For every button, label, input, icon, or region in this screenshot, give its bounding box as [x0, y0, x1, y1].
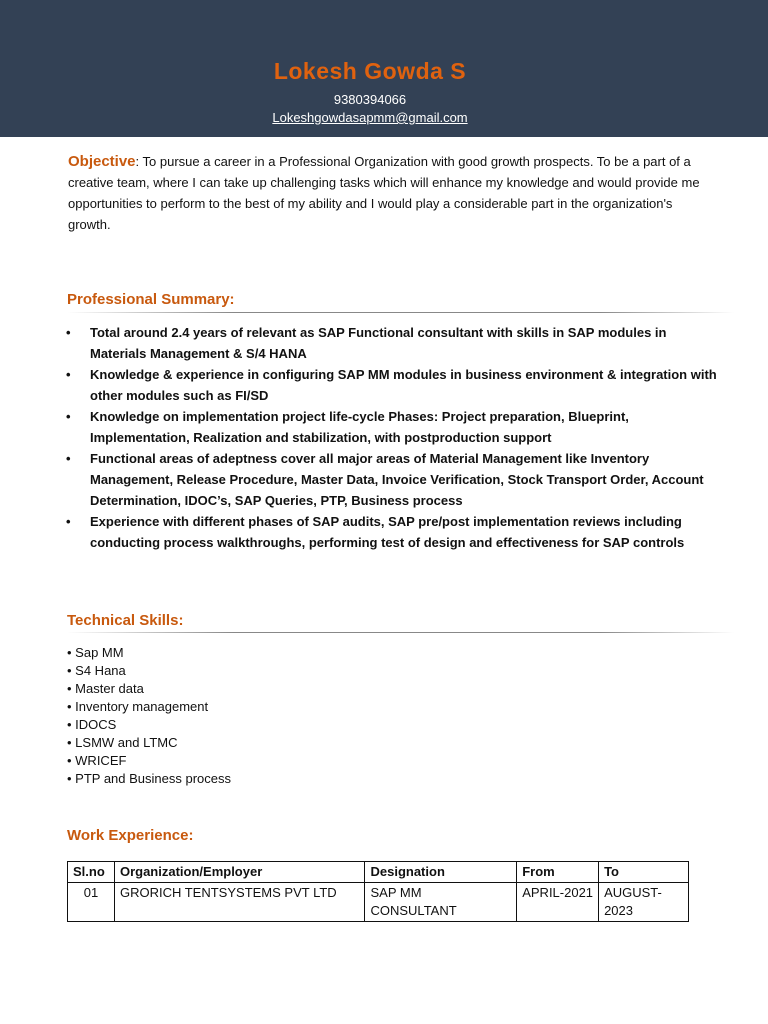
objective-text: : To pursue a career in a Professional Organization with good growth prospects. To be a part of a creative team, where I can take up challenging tasks which will enhance my knowledge and would provide me opportunities to perform to the best of my ability and I would play a considerable part in the organization's growth. [68, 154, 700, 232]
phone-number: 9380394066 [333, 92, 407, 107]
list-item: • Functional areas of adeptness cover all major areas of Material Management like Inventory Management, Release Procedure, Master Data, Invoice Verification, Stock Transport Order, Account Determination, IDOC’s, SAP Queries, PTP, Business process [66, 448, 726, 511]
column-header: To [599, 862, 689, 883]
list-item: • Sap MM [67, 645, 124, 660]
work-experience-table [67, 861, 689, 922]
list-item: • Total around 2.4 years of relevant as SAP Functional consultant with skills in SAP modules in Materials Management & S/4 HANA [66, 322, 726, 364]
column-header: From [517, 862, 599, 883]
technical-skills-list [67, 644, 231, 788]
list-item: • S4 Hana [67, 663, 126, 678]
table-cell: APRIL-2021 [517, 883, 599, 922]
list-item: • IDOCS [67, 717, 117, 732]
table-cell: AUGUST-2023 [599, 883, 689, 922]
list-item: • WRICEF [67, 753, 127, 768]
column-header: Organization/Employer [114, 862, 365, 883]
list-item: • Experience with different phases of SAP audits, SAP pre/post implementation reviews including conducting process walkthroughs, performing test of design and effectiveness for SAP controls [66, 511, 726, 553]
list-item: • PTP and Business process [67, 771, 232, 786]
list-item: • Knowledge on implementation project life-cycle Phases: Project preparation, Blueprint, Implementation, Realization and stabilization, with postproduction support [66, 406, 726, 448]
professional-summary-list [66, 322, 726, 553]
table-cell: SAP MM CONSULTANT [365, 883, 517, 922]
section-divider [67, 312, 734, 313]
professional-summary-heading: Professional Summary: [67, 291, 235, 308]
header-banner [0, 0, 768, 137]
section-divider [67, 632, 734, 633]
column-header: Designation [365, 862, 517, 883]
list-item: • Inventory management [67, 699, 209, 714]
technical-skills-heading: Technical Skills: [67, 612, 184, 629]
table-cell: GRORICH TENTSYSTEMS PVT LTD [114, 883, 365, 922]
list-item: • LSMW and LTMC [67, 735, 178, 750]
objective-label: Objective [68, 153, 136, 170]
table-cell: 01 [68, 883, 115, 922]
work-experience-heading: Work Experience: [67, 827, 194, 844]
list-item: • Knowledge & experience in configuring SAP MM modules in business environment & integration with other modules such as FI/SD [66, 364, 726, 406]
list-item: • Master data [67, 681, 144, 696]
table-header-row [68, 862, 689, 883]
objective-paragraph [68, 151, 708, 235]
candidate-name: Lokesh Gowda S [273, 58, 467, 84]
table-row [68, 883, 689, 922]
email-link[interactable]: Lokeshgowdasapmm@gmail.com [272, 110, 468, 125]
column-header: Sl.no [68, 862, 115, 883]
